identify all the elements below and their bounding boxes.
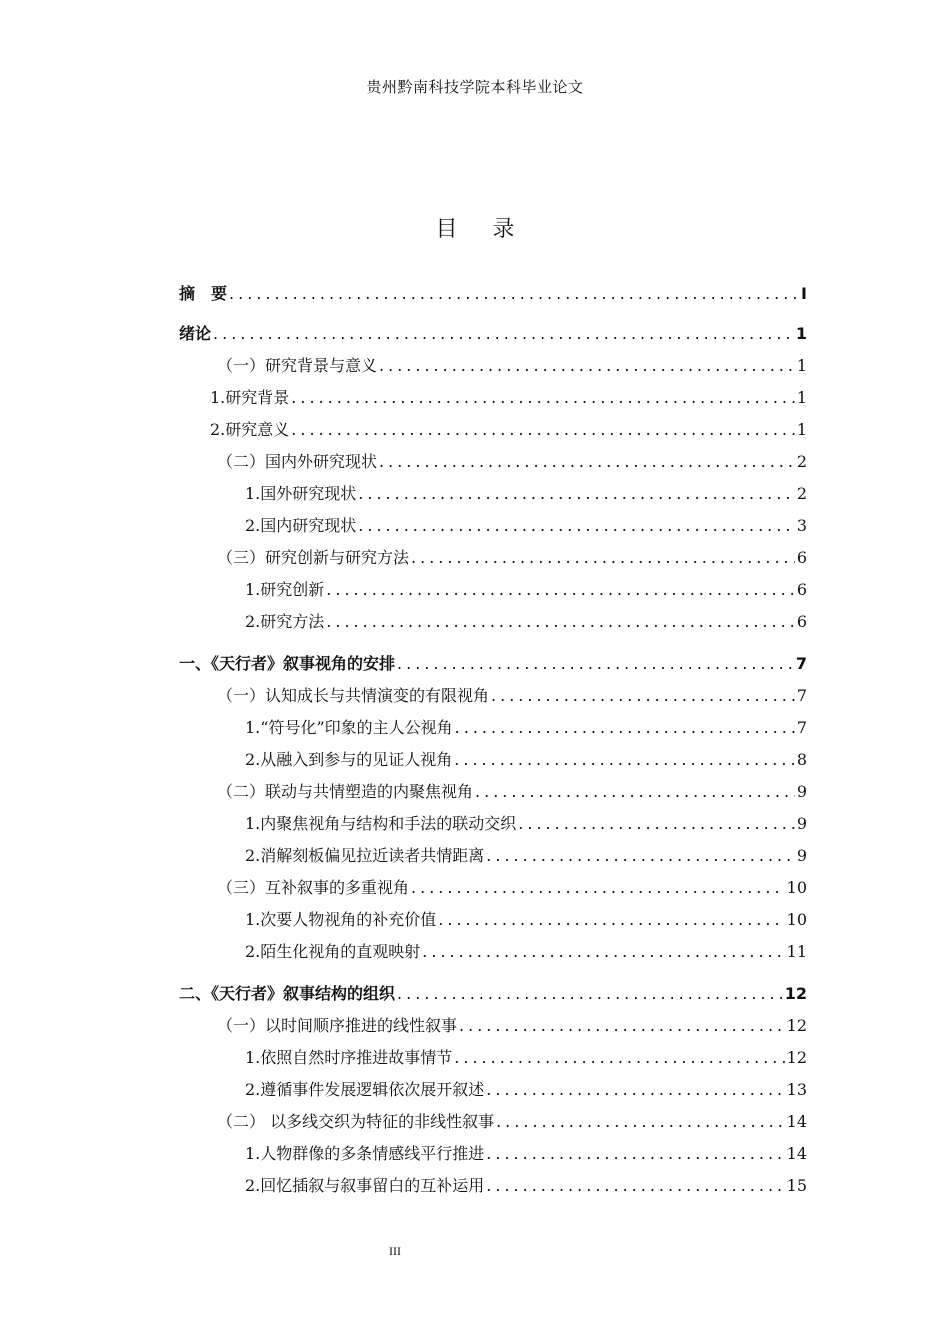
toc-entry-page: 11 [786, 942, 807, 961]
toc-leader-dots [486, 1170, 784, 1202]
toc-leader-dots [397, 978, 783, 1010]
toc-entry-page: 6 [796, 548, 807, 567]
toc-leader-dots [326, 574, 795, 606]
toc-entry-page: 2 [796, 452, 807, 471]
toc-entry-label: 2.回忆插叙与叙事留白的互补运用 [245, 1176, 485, 1195]
toc-entry[interactable] [179, 1138, 807, 1170]
toc-entry-label: 1.内聚焦视角与结构和手法的联动交织 [245, 814, 517, 833]
toc-leader-dots [475, 776, 795, 808]
toc-leader-dots [411, 542, 795, 574]
toc-entry-label: 2.国内研究现状 [245, 516, 357, 535]
toc-leader-dots [491, 680, 795, 712]
toc-leader-dots [213, 318, 794, 350]
toc-leader-dots [326, 606, 795, 638]
toc-entry[interactable] [179, 414, 807, 446]
toc-entry[interactable] [179, 1170, 807, 1202]
toc-entry-page: 1 [796, 356, 807, 375]
toc-entry-label: 2.从融入到参与的见证人视角 [245, 750, 453, 769]
toc-entry-label: 1.研究创新 [245, 580, 325, 599]
toc-entry[interactable] [179, 478, 807, 510]
toc-entry-label: 摘 要 [179, 284, 228, 303]
toc-entry[interactable] [179, 840, 807, 872]
toc-entry-page: 15 [786, 1176, 807, 1195]
toc-leader-dots [496, 1106, 785, 1138]
toc-entry-page: 3 [796, 516, 807, 535]
toc-leader-dots [229, 278, 799, 310]
toc-entry-label: 2.遵循事件发展逻辑依次展开叙述 [245, 1080, 485, 1099]
toc-entry-page: 12 [786, 1048, 807, 1067]
toc-leader-dots [454, 744, 795, 776]
toc-entry[interactable] [179, 978, 807, 1010]
toc-entry-page: I [801, 284, 807, 303]
toc-leader-dots [459, 1010, 785, 1042]
toc-entry-label: （二）国内外研究现状 [217, 452, 378, 471]
toc-entry-label: 2.消解刻板偏见拉近读者共情距离 [245, 846, 485, 865]
toc-leader-dots [486, 1138, 784, 1170]
toc-entry-label: 1.次要人物视角的补充价值 [245, 910, 437, 929]
toc-entry-page: 7 [795, 654, 807, 673]
toc-leader-dots [291, 414, 795, 446]
toc-entry-page: 6 [796, 580, 807, 599]
toc-entry[interactable] [179, 382, 807, 414]
toc-entry-page: 7 [796, 718, 807, 737]
toc-entry-page: 1 [796, 420, 807, 439]
toc-entry-page: 9 [796, 814, 807, 833]
toc-entry[interactable] [179, 776, 807, 808]
toc-leader-dots [358, 510, 795, 542]
toc-leader-dots [422, 936, 784, 968]
toc-entry[interactable] [179, 712, 807, 744]
toc-entry-page: 10 [786, 878, 807, 897]
toc-entry-label: 二、《天行者》叙事结构的组织 [179, 984, 396, 1003]
running-header: 贵州黔南科技学院本科毕业论文 [366, 78, 584, 96]
toc-entry-label: 1.依照自然时序推进故事情节 [245, 1048, 453, 1067]
toc-leader-dots [486, 1074, 784, 1106]
toc-leader-dots [397, 648, 794, 680]
toc-entry-page: 13 [786, 1080, 807, 1099]
toc-entry-label: 绪论 [179, 324, 212, 343]
toc-entry[interactable] [179, 350, 807, 382]
toc-entry-page: 9 [796, 846, 807, 865]
toc-leader-dots [455, 712, 795, 744]
toc-entry-page: 14 [786, 1112, 807, 1131]
toc-entry-page: 6 [796, 612, 807, 631]
toc-leader-dots [411, 872, 785, 904]
toc-entry[interactable] [179, 936, 807, 968]
toc-entry[interactable] [179, 510, 807, 542]
toc-entry-label: （一）研究背景与意义 [217, 356, 378, 375]
page-number: III [389, 1244, 401, 1258]
toc-entry-label: （一）以时间顺序推进的线性叙事 [217, 1016, 458, 1035]
toc-entry[interactable] [179, 680, 807, 712]
toc-entry[interactable] [179, 574, 807, 606]
toc-leader-dots [291, 382, 795, 414]
toc-entry-label: 1.人物群像的多条情感线平行推进 [245, 1144, 485, 1163]
toc-entry-page: 10 [786, 910, 807, 929]
toc-entry[interactable] [179, 1042, 807, 1074]
toc-entry[interactable] [179, 1074, 807, 1106]
toc-entry-page: 1 [796, 388, 807, 407]
toc-entry[interactable] [179, 872, 807, 904]
toc-entry-label: （三）研究创新与研究方法 [217, 548, 410, 567]
toc-leader-dots [486, 840, 795, 872]
toc-entry-page: 7 [796, 686, 807, 705]
toc-entry-label: 1.国外研究现状 [245, 484, 357, 503]
toc-entry[interactable] [179, 808, 807, 840]
toc-entry[interactable] [179, 1010, 807, 1042]
toc-entry[interactable] [179, 318, 807, 350]
toc-entry-label: 2.研究意义 [210, 420, 290, 439]
toc-entry-page: 14 [786, 1144, 807, 1163]
toc-entry[interactable] [179, 744, 807, 776]
toc-leader-dots [358, 478, 795, 510]
toc-entry-page: 2 [796, 484, 807, 503]
toc-entry-page: 12 [786, 1016, 807, 1035]
page-title: 目 录 [435, 217, 529, 242]
toc-leader-dots [379, 350, 795, 382]
toc-entry-label: （二）联动与共情塑造的内聚焦视角 [217, 782, 474, 801]
toc-entry-page: 1 [795, 324, 807, 343]
toc-entry[interactable] [179, 648, 807, 680]
toc-entry[interactable] [179, 904, 807, 936]
toc-entry-page: 9 [796, 782, 807, 801]
toc-entry-label: （三）互补叙事的多重视角 [217, 878, 410, 897]
toc-entry-label: 一、《天行者》叙事视角的安排 [179, 654, 396, 673]
toc-leader-dots [438, 904, 784, 936]
toc-entry-page: 8 [796, 750, 807, 769]
toc-entry-label: （二） 以多线交织为特征的非线性叙事 [217, 1112, 495, 1131]
toc-entry-label: 2.研究方法 [245, 612, 325, 631]
toc-entry[interactable] [179, 446, 807, 478]
toc-entry[interactable] [179, 542, 807, 574]
toc-entry-label: 2.陌生化视角的直观映射 [245, 942, 421, 961]
toc-entry-label: 1.“符号化”印象的主人公视角 [245, 718, 453, 737]
toc-leader-dots [454, 1042, 784, 1074]
toc-entry-page: 12 [784, 984, 807, 1003]
toc-leader-dots [379, 446, 795, 478]
toc-leader-dots [518, 808, 795, 840]
toc-entry-label: 1.研究背景 [210, 388, 290, 407]
toc-entry[interactable] [179, 606, 807, 638]
toc-entry-label: （一）认知成长与共情演变的有限视角 [217, 686, 490, 705]
toc-entry[interactable] [179, 1106, 807, 1138]
toc-entry[interactable] [179, 278, 807, 310]
